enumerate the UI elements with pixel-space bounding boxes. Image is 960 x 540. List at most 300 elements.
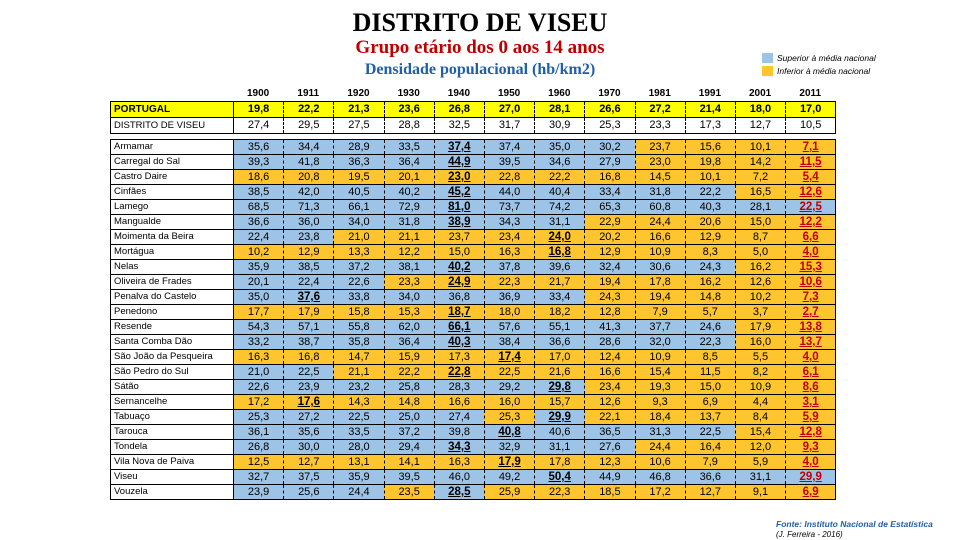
cell-nelas-1991: 24,3 [685,260,735,275]
cell-sao-joao-da-pesqueira-1950: 17,4 [484,350,534,365]
cell-distrito-de-viseu-1900: 27,4 [234,118,284,134]
cell-tabuaco-1920: 22,5 [334,410,384,425]
cell-tarouca-1930: 37,2 [384,425,434,440]
cell-lamego-1991: 40,3 [685,200,735,215]
cell-tarouca-1911: 35,6 [284,425,334,440]
row-name-resende: Resende [111,320,234,335]
row-name-sernancelhe: Sernancelhe [111,395,234,410]
cell-nelas-2001: 16,2 [735,260,785,275]
cell-tondela-1950: 32,9 [484,440,534,455]
cell-nelas-1981: 30,6 [635,260,685,275]
cell-cinfaes-1960: 40,4 [535,185,585,200]
row-name-tarouca: Tarouca [111,425,234,440]
cell-oliveira-de-frades-1981: 17,8 [635,275,685,290]
cell-portugal-1920: 21,3 [334,102,384,118]
cell-cinfaes-1970: 33,4 [585,185,635,200]
cell-tarouca-1940: 39,8 [434,425,484,440]
cell-mangualde-1900: 36,6 [234,215,284,230]
cell-lamego-1940: 81,0 [434,200,484,215]
cell-oliveira-de-frades-2011: 10,6 [786,275,836,290]
row-name-satao: Sátão [111,380,234,395]
cell-mortagua-1960: 16,8 [535,245,585,260]
table-row [111,260,836,275]
cell-tarouca-1970: 36,5 [585,425,635,440]
legend-swatch-blue [762,53,773,63]
cell-sao-joao-da-pesqueira-2011: 4,0 [786,350,836,365]
cell-sernancelhe-1970: 12,6 [585,395,635,410]
cell-sernancelhe-1981: 9,3 [635,395,685,410]
cell-sao-joao-da-pesqueira-1920: 14,7 [334,350,384,365]
cell-resende-1960: 55,1 [535,320,585,335]
table-row [111,335,836,350]
cell-mangualde-1950: 34,3 [484,215,534,230]
cell-mortagua-1970: 12,9 [585,245,635,260]
cell-vouzela-1970: 18,5 [585,485,635,500]
cell-armamar-1970: 30,2 [585,140,635,155]
legend-below-label: Inferior à média nacional [777,66,871,76]
cell-vila-nova-de-paiva-1991: 7,9 [685,455,735,470]
cell-portugal-1960: 28,1 [535,102,585,118]
cell-penalva-do-castelo-1960: 33,4 [535,290,585,305]
cell-cinfaes-1991: 22,2 [685,185,735,200]
cell-vouzela-2001: 9,1 [735,485,785,500]
cell-sernancelhe-2001: 4,4 [735,395,785,410]
cell-mangualde-2011: 12,2 [786,215,836,230]
row-name-cinfaes: Cinfães [111,185,234,200]
row-name-nelas: Nelas [111,260,234,275]
cell-viseu-1991: 36,6 [685,470,735,485]
cell-penedono-1930: 15,3 [384,305,434,320]
cell-lamego-2001: 28,1 [735,200,785,215]
source-note: Fonte: Instituto Nacional de Estatística [776,519,933,529]
year-label-1991: 1991 [698,88,722,99]
cell-penalva-do-castelo-1991: 14,8 [685,290,735,305]
cell-viseu-1950: 49,2 [484,470,534,485]
cell-vila-nova-de-paiva-1981: 10,6 [635,455,685,470]
row-name-tondela: Tondela [111,440,234,455]
cell-tarouca-1991: 22,5 [685,425,735,440]
cell-resende-1900: 54,3 [234,320,284,335]
cell-castro-daire-1950: 22,8 [484,170,534,185]
cell-vouzela-1981: 17,2 [635,485,685,500]
row-name-tabuaco: Tabuaço [111,410,234,425]
cell-cinfaes-1920: 40,5 [334,185,384,200]
cell-castro-daire-2001: 7,2 [735,170,785,185]
table-row [111,200,836,215]
table-row [111,245,836,260]
cell-tondela-1930: 29,4 [384,440,434,455]
cell-mortagua-2001: 5,0 [735,245,785,260]
cell-viseu-1981: 46,8 [635,470,685,485]
cell-nelas-1920: 37,2 [334,260,384,275]
cell-tabuaco-1981: 18,4 [635,410,685,425]
row-name-moimenta-da-beira: Moimenta da Beira [111,230,234,245]
summary-table [110,101,836,134]
cell-santa-comba-dao-1911: 38,7 [284,335,334,350]
cell-sao-pedro-do-sul-2001: 8,2 [735,365,785,380]
cell-mortagua-1920: 13,3 [334,245,384,260]
cell-oliveira-de-frades-1991: 16,2 [685,275,735,290]
cell-santa-comba-dao-1930: 36,4 [384,335,434,350]
cell-lamego-1930: 72,9 [384,200,434,215]
cell-castro-daire-1911: 20,8 [284,170,334,185]
cell-portugal-1970: 26,6 [585,102,635,118]
row-name-penedono: Penedono [111,305,234,320]
cell-carregal-do-sal-1930: 36,4 [384,155,434,170]
table-row [111,170,836,185]
cell-distrito-de-viseu-2001: 12,7 [735,118,785,134]
cell-moimenta-da-beira-1911: 23,8 [284,230,334,245]
cell-castro-daire-1970: 16,8 [585,170,635,185]
cell-armamar-1950: 37,4 [484,140,534,155]
cell-santa-comba-dao-1920: 35,8 [334,335,384,350]
cell-carregal-do-sal-1981: 23,0 [635,155,685,170]
cell-cinfaes-1940: 45,2 [434,185,484,200]
cell-tondela-1981: 24,4 [635,440,685,455]
cell-satao-1950: 29,2 [484,380,534,395]
cell-sao-joao-da-pesqueira-1911: 16,8 [284,350,334,365]
cell-armamar-1920: 28,9 [334,140,384,155]
cell-penedono-1911: 17,9 [284,305,334,320]
page-subsubtitle: Densidade populacional (hb/km2) [364,61,596,78]
cell-oliveira-de-frades-1900: 20,1 [234,275,284,290]
cell-mortagua-1930: 12,2 [384,245,434,260]
cell-satao-1960: 29,8 [535,380,585,395]
cell-cinfaes-1950: 44,0 [484,185,534,200]
row-name-armamar: Armamar [111,140,234,155]
cell-sernancelhe-1950: 16,0 [484,395,534,410]
cell-tabuaco-1950: 25,3 [484,410,534,425]
cell-armamar-1911: 34,4 [284,140,334,155]
cell-vila-nova-de-paiva-1920: 13,1 [334,455,384,470]
cell-viseu-1940: 46,0 [434,470,484,485]
cell-vila-nova-de-paiva-1950: 17,9 [484,455,534,470]
cell-penedono-1920: 15,8 [334,305,384,320]
row-name-portugal: PORTUGAL [111,102,234,118]
cell-sao-joao-da-pesqueira-1960: 17,0 [535,350,585,365]
cell-penalva-do-castelo-1930: 34,0 [384,290,434,305]
row-name-vouzela: Vouzela [111,485,234,500]
cell-sao-pedro-do-sul-1950: 22,5 [484,365,534,380]
cell-sernancelhe-1991: 6,9 [685,395,735,410]
cell-armamar-1900: 35,6 [234,140,284,155]
legend-above-label: Superior à média nacional [777,53,876,63]
cell-moimenta-da-beira-1940: 23,7 [434,230,484,245]
cell-satao-1940: 28,3 [434,380,484,395]
cell-tondela-1960: 31,1 [535,440,585,455]
cell-armamar-1960: 35,0 [535,140,585,155]
cell-mortagua-1911: 12,9 [284,245,334,260]
cell-viseu-2011: 29,9 [786,470,836,485]
cell-santa-comba-dao-1991: 22,3 [685,335,735,350]
cell-resende-1981: 37,7 [635,320,685,335]
table-row [111,140,836,155]
cell-nelas-1930: 38,1 [384,260,434,275]
row-name-sao-pedro-do-sul: São Pedro do Sul [111,365,234,380]
cell-satao-1970: 23,4 [585,380,635,395]
cell-mortagua-1900: 10,2 [234,245,284,260]
legend-above [762,53,876,63]
cell-carregal-do-sal-1960: 34,6 [535,155,585,170]
cell-vouzela-1950: 25,9 [484,485,534,500]
cell-armamar-2011: 7,1 [786,140,836,155]
cell-armamar-1930: 33,5 [384,140,434,155]
cell-oliveira-de-frades-1930: 23,3 [384,275,434,290]
cell-tarouca-1920: 33,5 [334,425,384,440]
cell-penalva-do-castelo-1900: 35,0 [234,290,284,305]
cell-portugal-1940: 26,8 [434,102,484,118]
cell-tondela-2001: 12,0 [735,440,785,455]
cell-tondela-1991: 16,4 [685,440,735,455]
cell-castro-daire-1960: 22,2 [535,170,585,185]
cell-vouzela-1911: 25,6 [284,485,334,500]
legend-swatch-yellow [762,66,773,76]
cell-penalva-do-castelo-1970: 24,3 [585,290,635,305]
year-label-1940: 1940 [447,88,471,99]
table-row [111,395,836,410]
table-row [111,305,836,320]
cell-mortagua-2011: 4,0 [786,245,836,260]
cell-oliveira-de-frades-1960: 21,7 [535,275,585,290]
cell-oliveira-de-frades-1970: 19,4 [585,275,635,290]
cell-viseu-1960: 50,4 [535,470,585,485]
cell-vila-nova-de-paiva-1911: 12,7 [284,455,334,470]
cell-resende-2001: 17,9 [735,320,785,335]
cell-sernancelhe-1900: 17,2 [234,395,284,410]
cell-oliveira-de-frades-1911: 22,4 [284,275,334,290]
cell-distrito-de-viseu-1970: 25,3 [585,118,635,134]
row-name-mortagua: Mortágua [111,245,234,260]
cell-sao-pedro-do-sul-1911: 22,5 [284,365,334,380]
year-label-2011: 2011 [799,88,822,99]
cell-sernancelhe-2011: 3,1 [786,395,836,410]
cell-tabuaco-1960: 29,9 [535,410,585,425]
cell-tondela-2011: 9,3 [786,440,836,455]
table-row [111,485,836,500]
table-row [111,230,836,245]
cell-tabuaco-2001: 8,4 [735,410,785,425]
cell-cinfaes-2001: 16,5 [735,185,785,200]
cell-penalva-do-castelo-1981: 19,4 [635,290,685,305]
cell-vila-nova-de-paiva-1960: 17,8 [535,455,585,470]
cell-carregal-do-sal-1920: 36,3 [334,155,384,170]
row-name-viseu: Viseu [111,470,234,485]
cell-oliveira-de-frades-1920: 22,6 [334,275,384,290]
cell-penalva-do-castelo-1911: 37,6 [284,290,334,305]
cell-tarouca-1981: 31,3 [635,425,685,440]
cell-carregal-do-sal-1970: 27,9 [585,155,635,170]
cell-sao-joao-da-pesqueira-1981: 10,9 [635,350,685,365]
cell-penedono-1950: 18,0 [484,305,534,320]
cell-distrito-de-viseu-1960: 30,9 [535,118,585,134]
cell-carregal-do-sal-2001: 14,2 [735,155,785,170]
row-name-carregal-do-sal: Carregal do Sal [111,155,234,170]
cell-sao-pedro-do-sul-1900: 21,0 [234,365,284,380]
cell-oliveira-de-frades-2001: 12,6 [735,275,785,290]
row-name-sao-joao-da-pesqueira: São João da Pesqueira [111,350,234,365]
cell-penalva-do-castelo-1950: 36,9 [484,290,534,305]
cell-tondela-1970: 27,6 [585,440,635,455]
cell-nelas-1970: 32,4 [585,260,635,275]
cell-cinfaes-1930: 40,2 [384,185,434,200]
cell-penalva-do-castelo-2001: 10,2 [735,290,785,305]
cell-mangualde-1920: 34,0 [334,215,384,230]
cell-castro-daire-1920: 19,5 [334,170,384,185]
cell-penalva-do-castelo-1920: 33,8 [334,290,384,305]
row-name-castro-daire: Castro Daire [111,170,234,185]
cell-vila-nova-de-paiva-1900: 12,5 [234,455,284,470]
cell-tabuaco-1991: 13,7 [685,410,735,425]
cell-sernancelhe-1911: 17,6 [284,395,334,410]
cell-distrito-de-viseu-1950: 31,7 [484,118,534,134]
table-row [111,440,836,455]
municipality-table [110,139,836,500]
cell-tarouca-2001: 15,4 [735,425,785,440]
cell-santa-comba-dao-2001: 16,0 [735,335,785,350]
table-row [111,215,836,230]
cell-portugal-2001: 18,0 [735,102,785,118]
cell-moimenta-da-beira-1981: 16,6 [635,230,685,245]
cell-satao-1930: 25,8 [384,380,434,395]
cell-nelas-2011: 15,3 [786,260,836,275]
cell-castro-daire-1930: 20,1 [384,170,434,185]
table-row [111,350,836,365]
cell-nelas-1950: 37,8 [484,260,534,275]
cell-sao-joao-da-pesqueira-1970: 12,4 [585,350,635,365]
cell-tabuaco-1911: 27,2 [284,410,334,425]
cell-vouzela-2011: 6,9 [786,485,836,500]
cell-viseu-1970: 44,9 [585,470,635,485]
cell-cinfaes-1911: 42,0 [284,185,334,200]
cell-oliveira-de-frades-1950: 22,3 [484,275,534,290]
cell-resende-1991: 24,6 [685,320,735,335]
cell-armamar-2001: 10,1 [735,140,785,155]
cell-portugal-1930: 23,6 [384,102,434,118]
cell-tabuaco-1930: 25,0 [384,410,434,425]
cell-penedono-1940: 18,7 [434,305,484,320]
cell-sao-pedro-do-sul-1920: 21,1 [334,365,384,380]
cell-sernancelhe-1930: 14,8 [384,395,434,410]
cell-sao-joao-da-pesqueira-1900: 16,3 [234,350,284,365]
cell-penalva-do-castelo-2011: 7,3 [786,290,836,305]
cell-resende-1920: 55,8 [334,320,384,335]
cell-sao-joao-da-pesqueira-1930: 15,9 [384,350,434,365]
cell-nelas-1900: 35,9 [234,260,284,275]
cell-penedono-1960: 18,2 [535,305,585,320]
cell-vouzela-1991: 12,7 [685,485,735,500]
cell-portugal-2011: 17,0 [786,102,836,118]
cell-satao-1981: 19,3 [635,380,685,395]
year-label-1920: 1920 [347,88,370,99]
cell-tabuaco-1940: 27,4 [434,410,484,425]
cell-tabuaco-1970: 22,1 [585,410,635,425]
row-name-oliveira-de-frades: Oliveira de Frades [111,275,234,290]
cell-armamar-1940: 37,4 [434,140,484,155]
cell-tarouca-1950: 40,8 [484,425,534,440]
cell-portugal-1981: 27,2 [635,102,685,118]
cell-portugal-1991: 21,4 [685,102,735,118]
cell-sao-pedro-do-sul-1960: 21,6 [535,365,585,380]
cell-tondela-1940: 34,3 [434,440,484,455]
cell-tarouca-1900: 36,1 [234,425,284,440]
cell-moimenta-da-beira-1960: 24,0 [535,230,585,245]
cell-distrito-de-viseu-2011: 10,5 [786,118,836,134]
cell-moimenta-da-beira-2001: 8,7 [735,230,785,245]
cell-resende-1950: 57,6 [484,320,534,335]
cell-tondela-1911: 30,0 [284,440,334,455]
cell-tarouca-1960: 40,6 [535,425,585,440]
year-label-1981: 1981 [648,88,671,99]
cell-sernancelhe-1960: 15,7 [535,395,585,410]
table-row [111,425,836,440]
cell-carregal-do-sal-1991: 19,8 [685,155,735,170]
table-row [111,455,836,470]
cell-carregal-do-sal-1950: 39,5 [484,155,534,170]
cell-distrito-de-viseu-1981: 23,3 [635,118,685,134]
cell-mangualde-1930: 31,8 [384,215,434,230]
cell-armamar-1991: 15,6 [685,140,735,155]
cell-moimenta-da-beira-1900: 22,4 [234,230,284,245]
cell-santa-comba-dao-1900: 33,2 [234,335,284,350]
cell-tarouca-2011: 12,8 [786,425,836,440]
cell-resende-1970: 41,3 [585,320,635,335]
cell-vila-nova-de-paiva-1930: 14,1 [384,455,434,470]
cell-vouzela-1900: 23,9 [234,485,284,500]
cell-tondela-1900: 26,8 [234,440,284,455]
table-row [111,410,836,425]
cell-santa-comba-dao-1950: 38,4 [484,335,534,350]
cell-mortagua-1940: 15,0 [434,245,484,260]
table-row [111,320,836,335]
cell-distrito-de-viseu-1911: 29,5 [284,118,334,134]
cell-vila-nova-de-paiva-2001: 5,9 [735,455,785,470]
cell-sao-joao-da-pesqueira-1991: 8,5 [685,350,735,365]
cell-satao-2001: 10,9 [735,380,785,395]
cell-resende-1930: 62,0 [384,320,434,335]
cell-lamego-1970: 65,3 [585,200,635,215]
row-name-santa-comba-dao: Santa Comba Dão [111,335,234,350]
cell-castro-daire-1981: 14,5 [635,170,685,185]
cell-sao-pedro-do-sul-1991: 11,5 [685,365,735,380]
cell-mortagua-1991: 8,3 [685,245,735,260]
year-label-2001: 2001 [748,88,772,99]
cell-vouzela-1960: 22,3 [535,485,585,500]
cell-penedono-1900: 17,7 [234,305,284,320]
cell-viseu-1911: 37,5 [284,470,334,485]
cell-mangualde-1991: 20,6 [685,215,735,230]
cell-santa-comba-dao-1981: 32,0 [635,335,685,350]
cell-castro-daire-2011: 5,4 [786,170,836,185]
cell-sao-pedro-do-sul-1930: 22,2 [384,365,434,380]
cell-tabuaco-1900: 25,3 [234,410,284,425]
cell-santa-comba-dao-1970: 28,6 [585,335,635,350]
cell-santa-comba-dao-2011: 13,7 [786,335,836,350]
cell-lamego-1950: 73,7 [484,200,534,215]
cell-cinfaes-2011: 12,6 [786,185,836,200]
cell-cinfaes-1900: 38,5 [234,185,284,200]
cell-armamar-1981: 23,7 [635,140,685,155]
cell-vila-nova-de-paiva-1940: 16,3 [434,455,484,470]
table-row [111,185,836,200]
row-name-vila-nova-de-paiva: Vila Nova de Paiva [111,455,234,470]
year-label-1911: 1911 [297,88,320,99]
cell-lamego-1981: 60,8 [635,200,685,215]
cell-moimenta-da-beira-1920: 21,0 [334,230,384,245]
cell-sao-joao-da-pesqueira-1940: 17,3 [434,350,484,365]
cell-sao-pedro-do-sul-1970: 16,6 [585,365,635,380]
cell-castro-daire-1900: 18,6 [234,170,284,185]
cell-penedono-2011: 2,7 [786,305,836,320]
